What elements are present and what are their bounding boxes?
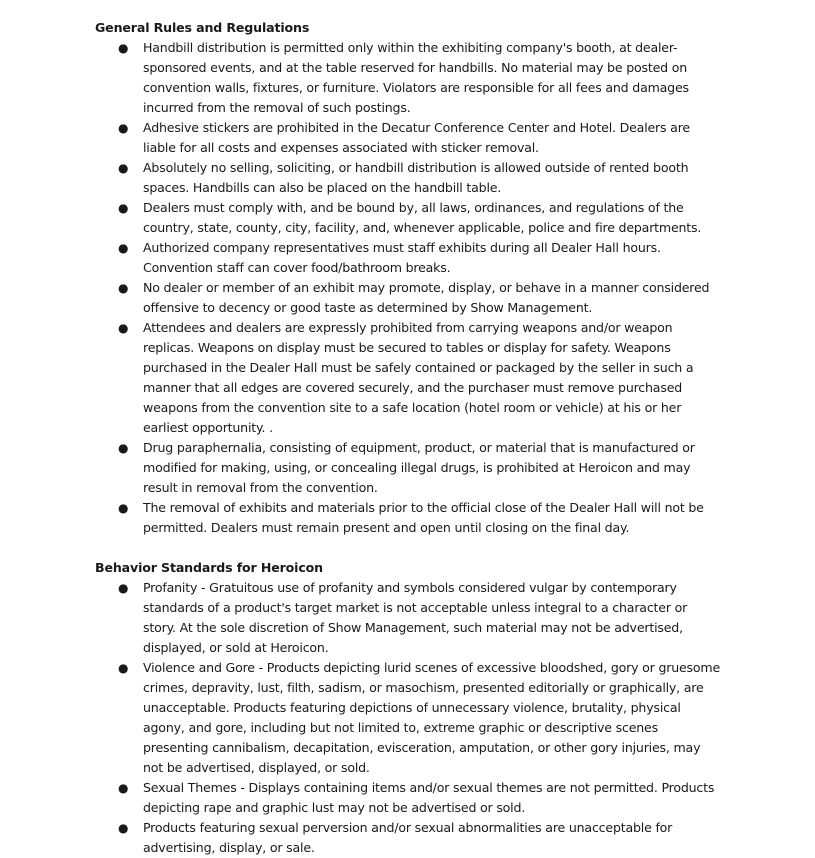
list-item: ● Violence and Gore - Products depicting lurid scenes of excessive bloodshed, gory or gruesome crimes, depravity, lust, filth, sadism, or masochism, presented editorially or graphically, are unacceptable. Products featuring depictions of unnecessary violence, brutality, physical agony, and gore, including but not limited to, extreme graphic or descriptive scenes presenting cannibalism, decapitation, evisceration, amputation, or other gory injuries, may not be advertised, displayed, or sold. <box>118 660 721 775</box>
bullet-icon: ● <box>118 781 129 795</box>
section-spacer <box>95 538 815 558</box>
bullet-icon: ● <box>118 41 129 55</box>
rules-list <box>95 578 815 858</box>
list-item: ● No dealer or member of an exhibit may promote, display, or behave in a manner considered offensive to decency or good taste as determined by Show Management. <box>118 280 710 315</box>
list-item: ● Dealers must comply with, and be bound by, all laws, ordinances, and regulations of the country, state, county, city, facility, and, whenever applicable, police and fire departments. <box>118 200 702 235</box>
list-item: ● Attendees and dealers are expressly prohibited from carrying weapons and/or weapon replicas. Weapons on display must be secured to tables or display for safety. Weapons purchased in the Dealer Hall must be safely contained or packaged by the seller in such a manner that all edges are covered securely, and the purchaser must remove purchased weapons from the convention site to a safe location (hotel room or vehicle) at his or her earliest opportunity. . <box>118 320 694 435</box>
bullet-icon: ● <box>118 661 129 675</box>
section-heading: General Rules and Regulations <box>95 20 310 35</box>
list-item: ● Drug paraphernalia, consisting of equipment, product, or material that is manufactured or modified for making, using, or concealing illegal drugs, is prohibited at Heroicon and may result in removal from the convention. <box>118 440 695 495</box>
section-behavior-standards <box>95 558 815 858</box>
bullet-icon: ● <box>118 321 129 335</box>
list-item: ● Sexual Themes - Displays containing items and/or sexual themes are not permitted. Products depicting rape and graphic lust may not be advertised or sold. <box>118 780 715 815</box>
list-item: ● The removal of exhibits and materials prior to the official close of the Dealer Hall will not be permitted. Dealers must remain present and open until closing on the final day. <box>118 500 704 535</box>
bullet-icon: ● <box>118 821 129 835</box>
list-item: ● Products featuring sexual perversion and/or sexual abnormalities are unacceptable for advertising, display, or sale. <box>118 820 673 855</box>
bullet-icon: ● <box>118 581 129 595</box>
bullet-icon: ● <box>118 201 129 215</box>
list-item: ● Authorized company representatives must staff exhibits during all Dealer Hall hours. Convention staff can cover food/bathroom breaks. <box>118 240 661 275</box>
rules-list <box>95 38 815 538</box>
list-item: ● Handbill distribution is permitted only within the exhibiting company's booth, at dealer-sponsored events, and at the table reserved for handbills. No material may be posted on convention walls, fixtures, or furniture. Violators are responsible for all fees and damages incurred from the removal of such postings. <box>118 40 689 115</box>
bullet-icon: ● <box>118 281 129 295</box>
bullet-icon: ● <box>118 241 129 255</box>
bullet-icon: ● <box>118 121 129 135</box>
section-general-rules <box>95 18 815 538</box>
section-heading: Behavior Standards for Heroicon <box>95 560 323 575</box>
list-item: ● Absolutely no selling, soliciting, or handbill distribution is allowed outside of rented booth spaces. Handbills can also be placed on the handbill table. <box>118 160 689 195</box>
bullet-icon: ● <box>118 161 129 175</box>
bullet-icon: ● <box>118 441 129 455</box>
list-item: ● Profanity - Gratuitous use of profanity and symbols considered vulgar by contemporary standards of a product's target market is not acceptable unless integral to a character or story. At the sole discretion of Show Management, such material may not be advertised, displayed, or sold at Heroicon. <box>118 580 688 655</box>
bullet-icon: ● <box>118 501 129 515</box>
list-item: ● Adhesive stickers are prohibited in the Decatur Conference Center and Hotel. Dealers are liable for all costs and expenses associated with sticker removal. <box>118 120 690 155</box>
